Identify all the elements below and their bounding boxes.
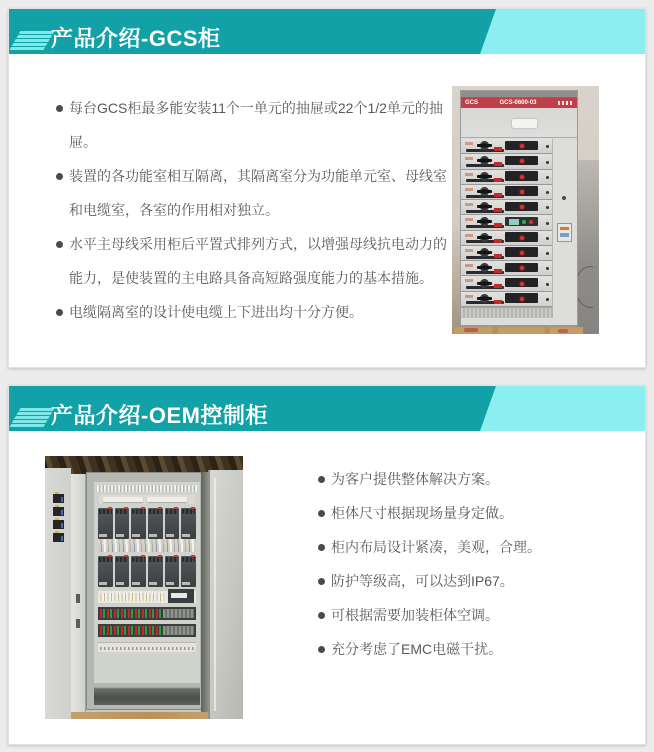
bullet-dot-icon: [318, 510, 325, 517]
right-door: [208, 470, 243, 719]
top-trays: [99, 495, 195, 504]
drawer-row-display: [461, 215, 552, 230]
drawer-row: [461, 231, 552, 246]
bullet-text: 可根据需要加装柜体空调。: [331, 607, 499, 623]
slide-oem: [8, 385, 646, 745]
photo-floor: [575, 160, 599, 334]
wiring-strip: [98, 539, 196, 552]
terminal-row: [98, 591, 196, 603]
list-item: [318, 598, 618, 632]
bullet-text: 防护等级高，可以达到IP67。: [331, 573, 514, 589]
bullet-dot-icon: [318, 646, 325, 653]
oem-cabinet-photo: [45, 456, 243, 719]
bullet-text: 每台GCS柜最多能安装11个一单元的抽屉或22个1/2单元的抽屉。: [69, 100, 443, 150]
drawer-row: [461, 276, 552, 291]
vfd-drive: [131, 508, 146, 539]
mounting-panel: [94, 482, 200, 683]
wood-floor: [71, 712, 208, 719]
vfd-drive: [98, 508, 113, 539]
list-item: [318, 496, 618, 530]
gcs-bullet-list: [56, 91, 459, 329]
side-meter: [557, 223, 572, 242]
gcs-cabinet-photo: [452, 86, 599, 334]
bullet-text: 水平主母线采用柜后平置式排列方式，以增强母线抗电动力的能力，是使装置的主电路具备高短路强度能力的基本措施。: [69, 236, 447, 286]
gcs-cabinet: [460, 90, 578, 326]
vfd-drive: [181, 556, 196, 587]
side-button: [562, 196, 566, 200]
drawer-row: [461, 139, 552, 154]
relay-row: [98, 607, 196, 620]
drawer-row: [461, 261, 552, 276]
slide-gcs-header: [9, 9, 645, 54]
vfd-drive: [98, 556, 113, 587]
cabinet-side-column: [553, 139, 577, 307]
banner-model-text: GCS-0600-03: [499, 100, 537, 106]
oem-bullet-list: [318, 462, 618, 666]
vfd-drive: [115, 556, 130, 587]
bullet-text: 为客户提供整体解决方案。: [331, 471, 499, 487]
list-item: [318, 530, 618, 564]
header-accent-shape: [480, 386, 645, 431]
list-item: [56, 227, 459, 295]
bottom-terminal-row: [98, 642, 196, 652]
bullet-dot-icon: [56, 309, 63, 316]
list-item: [56, 295, 459, 329]
bullet-dot-icon: [318, 544, 325, 551]
drawer-row: [461, 200, 552, 215]
left-panel: [45, 468, 71, 719]
vfd-drive: [115, 508, 130, 539]
list-item: [318, 462, 618, 496]
drawer-row: [461, 292, 552, 307]
bullet-text: 柜内布局设计紧凑，美观，合理。: [331, 539, 541, 555]
slide-oem-header: [9, 386, 645, 431]
bullet-text: 柜体尺寸根据现场量身定做。: [331, 505, 513, 521]
bullet-dot-icon: [56, 241, 63, 248]
bullet-dot-icon: [318, 476, 325, 483]
white-sticker: [512, 119, 537, 128]
bullet-text: 电缆隔离室的设计使电缆上下进出均十分方便。: [69, 304, 363, 320]
plc-module: [168, 589, 194, 603]
vfd-drive: [165, 556, 180, 587]
vfd-drive: [131, 556, 146, 587]
vfd-drive: [165, 508, 180, 539]
header-accent-shape: [480, 9, 645, 54]
banner-right-text: [558, 101, 573, 105]
vfd-drive: [148, 508, 163, 539]
fuse-column: [48, 490, 68, 542]
vfd-drive: [148, 556, 163, 587]
wooden-pallet: [454, 327, 583, 334]
bullet-dot-icon: [56, 173, 63, 180]
left-door: [71, 474, 86, 716]
bullet-dot-icon: [56, 105, 63, 112]
drawer-row: [461, 185, 552, 200]
bullet-dot-icon: [318, 578, 325, 585]
drawer-row: [461, 170, 552, 185]
list-item: [318, 564, 618, 598]
banner-left-text: GCS: [465, 100, 479, 106]
stripes-icon: [10, 408, 55, 427]
vfd-drive: [181, 508, 196, 539]
list-item: [318, 632, 618, 666]
slide-title: 产品介绍-GCS柜: [51, 25, 221, 51]
drawer-stack: [461, 139, 553, 307]
vfd-row: [98, 556, 196, 587]
relay-row: [98, 624, 196, 637]
slide-title: 产品介绍-OEM控制柜: [51, 402, 268, 428]
list-item: [56, 91, 459, 159]
cabinet-sill: [94, 687, 200, 705]
drawer-row: [461, 246, 552, 261]
cabinet-name-banner: [461, 98, 577, 108]
slide-gcs: [8, 8, 646, 368]
oem-cabinet-frame: [86, 472, 208, 710]
stripes-icon: [10, 31, 55, 50]
bullet-text: 充分考虑了EMC电磁干扰。: [331, 641, 503, 657]
drawer-row: [461, 154, 552, 169]
bullet-dot-icon: [318, 612, 325, 619]
cabinet-blank-panel: [461, 108, 577, 138]
cabinet-vent-strip: [461, 307, 553, 318]
bullet-text: 装置的各功能室相互隔离，其隔离室分为功能单元室、母线室和电缆室，各室的作用相对独立。: [69, 168, 447, 218]
vfd-row: [98, 508, 196, 539]
cabinet-top: [461, 91, 577, 98]
list-item: [56, 159, 459, 227]
frame-post: [201, 472, 208, 713]
cable-duct: [97, 485, 197, 492]
